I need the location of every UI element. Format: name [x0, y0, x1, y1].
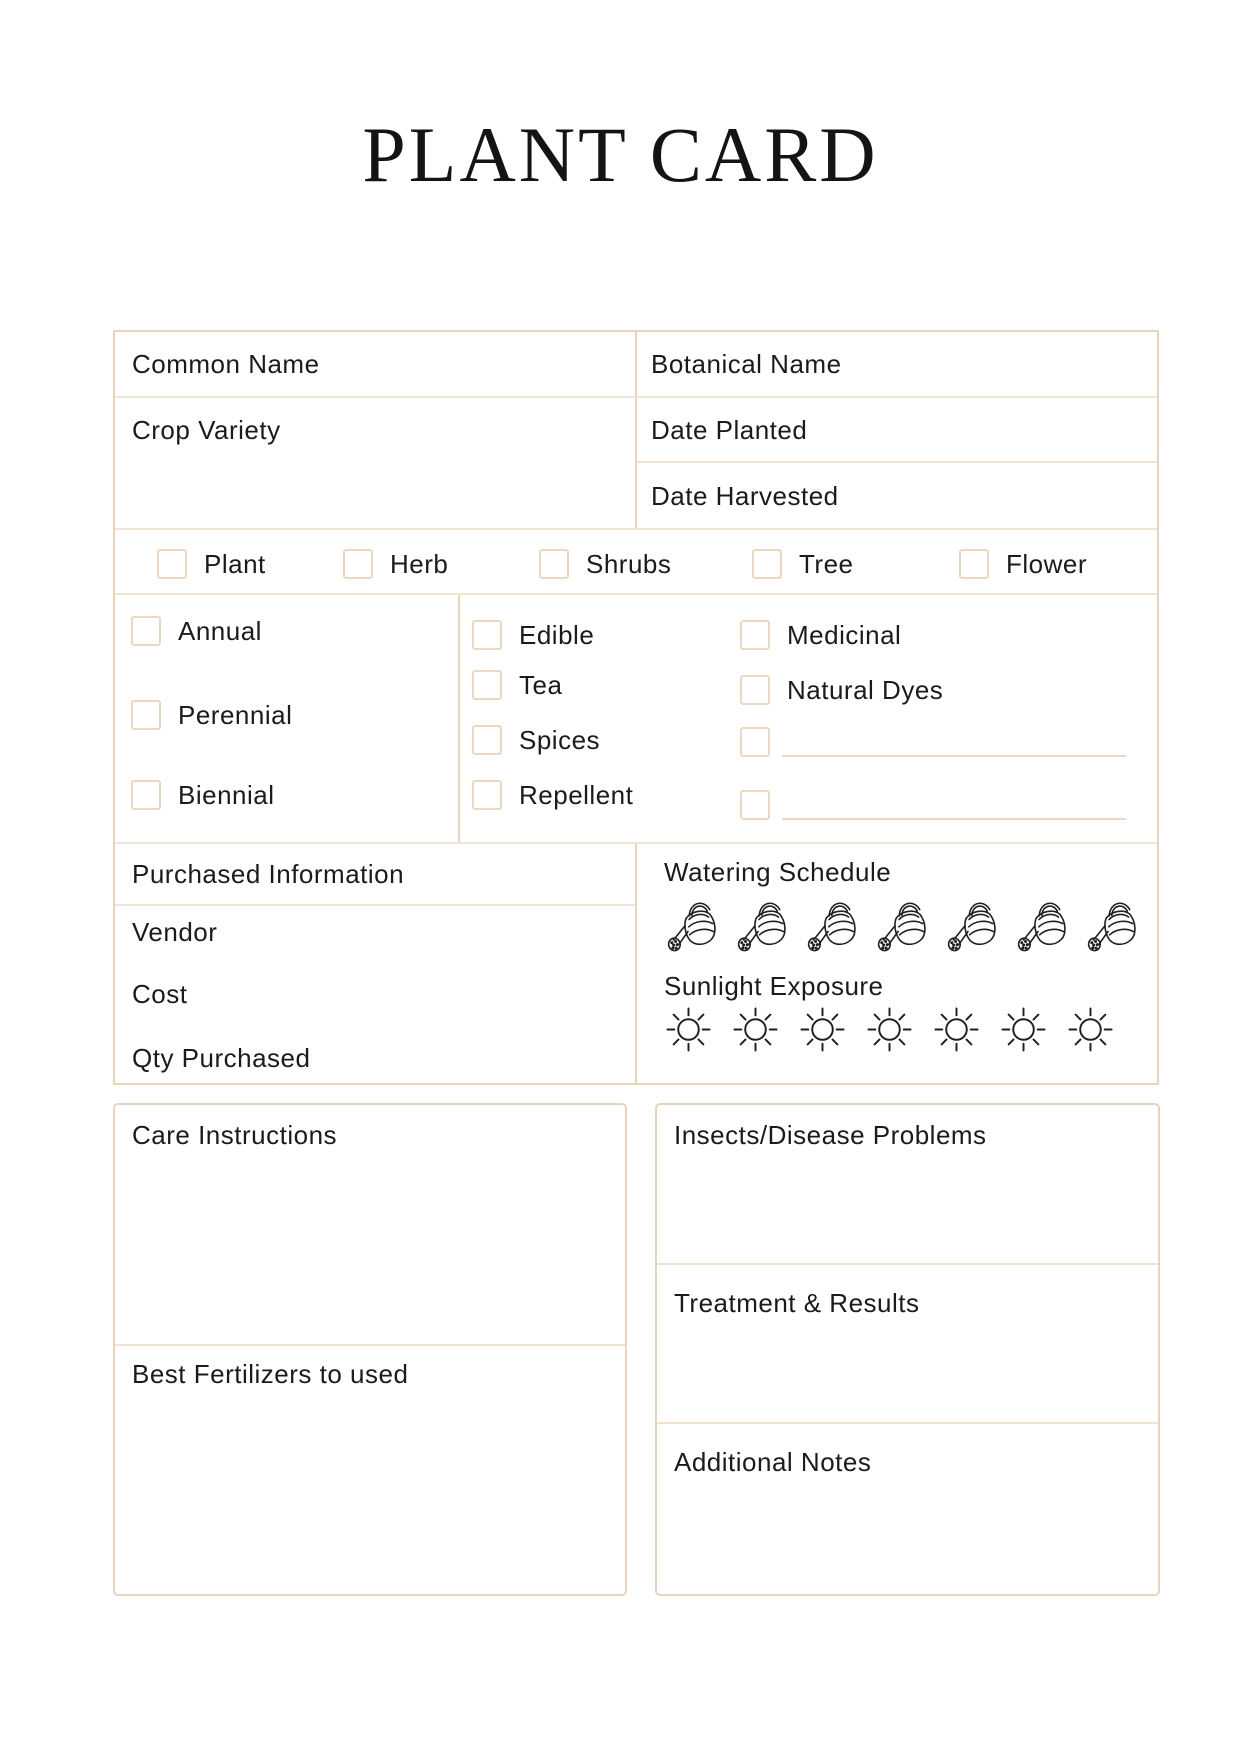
sun-icon	[866, 1006, 913, 1053]
lifecycle-option-perennial[interactable]	[131, 697, 292, 733]
use-option-tea[interactable]	[472, 667, 562, 703]
perennial-checkbox[interactable]	[131, 700, 161, 730]
plant-type-option-plant[interactable]	[157, 546, 266, 582]
plant-info-table	[113, 330, 1159, 1085]
natural-dyes-checkbox[interactable]	[740, 675, 770, 705]
use-option-repellent[interactable]	[472, 777, 633, 813]
use-option-medicinal[interactable]	[740, 617, 901, 653]
name-row	[115, 332, 1157, 398]
write-in-checkbox-1[interactable]	[740, 727, 770, 757]
best-fertilizers-label: Best Fertilizers to used	[132, 1359, 409, 1389]
problems-box	[655, 1103, 1160, 1596]
spices-checkbox[interactable]	[472, 725, 502, 755]
use-option-spices[interactable]	[472, 722, 600, 758]
care-instructions-label: Care Instructions	[132, 1120, 338, 1150]
care-instructions-field[interactable]	[115, 1105, 625, 1346]
watering-sunlight-column	[637, 844, 1157, 1083]
crop-variety-field[interactable]	[115, 398, 637, 528]
sun-icon	[933, 1006, 980, 1053]
date-harvested-label: Date Harvested	[651, 480, 839, 511]
page-title: PLANT CARD	[362, 111, 879, 198]
watering-can-icon	[801, 892, 865, 958]
cost-field[interactable]: Cost	[132, 979, 188, 1009]
plant-label: Plant	[204, 549, 266, 579]
watering-can-icon	[941, 892, 1005, 958]
common-name-label: Common Name	[132, 349, 320, 379]
shrubs-label: Shrubs	[586, 549, 672, 579]
sunlight-exposure-label: Sunlight Exposure	[664, 971, 884, 1001]
insects-disease-label: Insects/Disease Problems	[674, 1120, 987, 1150]
lifecycle-option-biennial[interactable]	[131, 777, 275, 813]
category-section	[115, 595, 1157, 844]
watering-can-icon	[661, 892, 725, 958]
sun-icon	[1067, 1006, 1114, 1053]
edible-label: Edible	[519, 620, 595, 650]
purchased-info-label: Purchased Information	[132, 859, 405, 889]
date-planted-field[interactable]	[637, 398, 1157, 463]
biennial-checkbox[interactable]	[131, 780, 161, 810]
herb-label: Herb	[390, 549, 449, 579]
shrubs-checkbox[interactable]	[539, 549, 569, 579]
write-in-line-1[interactable]	[782, 727, 1126, 757]
repellent-checkbox[interactable]	[472, 780, 502, 810]
plant-checkbox[interactable]	[157, 549, 187, 579]
medicinal-label: Medicinal	[787, 620, 902, 650]
date-harvested-field[interactable]	[637, 463, 1157, 528]
watering-schedule-label: Watering Schedule	[664, 857, 892, 887]
insects-disease-field[interactable]	[657, 1105, 1158, 1265]
qty-purchased-field[interactable]: Qty Purchased	[132, 1043, 311, 1073]
watering-can-icon	[1081, 892, 1145, 958]
best-fertilizers-field[interactable]	[115, 1346, 625, 1594]
vendor-field[interactable]: Vendor	[132, 917, 218, 947]
watering-can-icon	[731, 892, 795, 958]
tea-label: Tea	[519, 670, 563, 700]
plant-type-option-shrubs[interactable]	[539, 546, 671, 582]
sun-row	[665, 1006, 1114, 1053]
biennial-label: Biennial	[178, 780, 275, 810]
watering-can-icon	[1011, 892, 1075, 958]
lifecycle-option-annual[interactable]	[131, 613, 262, 649]
medicinal-checkbox[interactable]	[740, 620, 770, 650]
lifecycle-column	[115, 595, 460, 842]
use-option-natural-dyes[interactable]	[740, 672, 943, 708]
tree-label: Tree	[799, 549, 854, 579]
annual-checkbox[interactable]	[131, 616, 161, 646]
variety-dates-row	[115, 398, 1157, 530]
treatment-results-label: Treatment & Results	[674, 1288, 920, 1318]
write-in-checkbox-2[interactable]	[740, 790, 770, 820]
edible-checkbox[interactable]	[472, 620, 502, 650]
botanical-name-label: Botanical Name	[651, 349, 842, 379]
additional-notes-field[interactable]	[657, 1424, 1158, 1594]
sun-icon	[732, 1006, 779, 1053]
treatment-results-field[interactable]	[657, 1265, 1158, 1424]
purchased-info-column	[115, 844, 637, 1083]
flower-checkbox[interactable]	[959, 549, 989, 579]
use-option-edible[interactable]	[472, 617, 594, 653]
write-in-line-2[interactable]	[782, 790, 1126, 820]
annual-label: Annual	[178, 616, 262, 646]
plant-type-option-tree[interactable]	[752, 546, 854, 582]
plant-type-option-flower[interactable]	[959, 546, 1087, 582]
spices-label: Spices	[519, 725, 601, 755]
common-name-field[interactable]	[115, 332, 637, 396]
tea-checkbox[interactable]	[472, 670, 502, 700]
plant-type-row	[115, 530, 1157, 595]
write-in-option-2[interactable]	[740, 790, 1126, 820]
dates-column	[637, 398, 1157, 528]
sun-icon	[665, 1006, 712, 1053]
date-planted-label: Date Planted	[651, 414, 808, 445]
write-in-option-1[interactable]	[740, 727, 1126, 757]
crop-variety-label: Crop Variety	[132, 415, 281, 445]
watering-can-row	[661, 892, 1145, 958]
perennial-label: Perennial	[178, 700, 293, 730]
watering-can-icon	[871, 892, 935, 958]
sun-icon	[799, 1006, 846, 1053]
herb-checkbox[interactable]	[343, 549, 373, 579]
plant-type-option-herb[interactable]	[343, 546, 448, 582]
tree-checkbox[interactable]	[752, 549, 782, 579]
natural-dyes-label: Natural Dyes	[787, 675, 944, 705]
flower-label: Flower	[1006, 549, 1088, 579]
repellent-label: Repellent	[519, 780, 634, 810]
botanical-name-field[interactable]	[637, 332, 1157, 396]
purchased-info-header	[115, 844, 635, 906]
care-box	[113, 1103, 627, 1596]
sun-icon	[1000, 1006, 1047, 1053]
additional-notes-label: Additional Notes	[674, 1447, 872, 1477]
purchase-watering-section	[115, 844, 1157, 1083]
